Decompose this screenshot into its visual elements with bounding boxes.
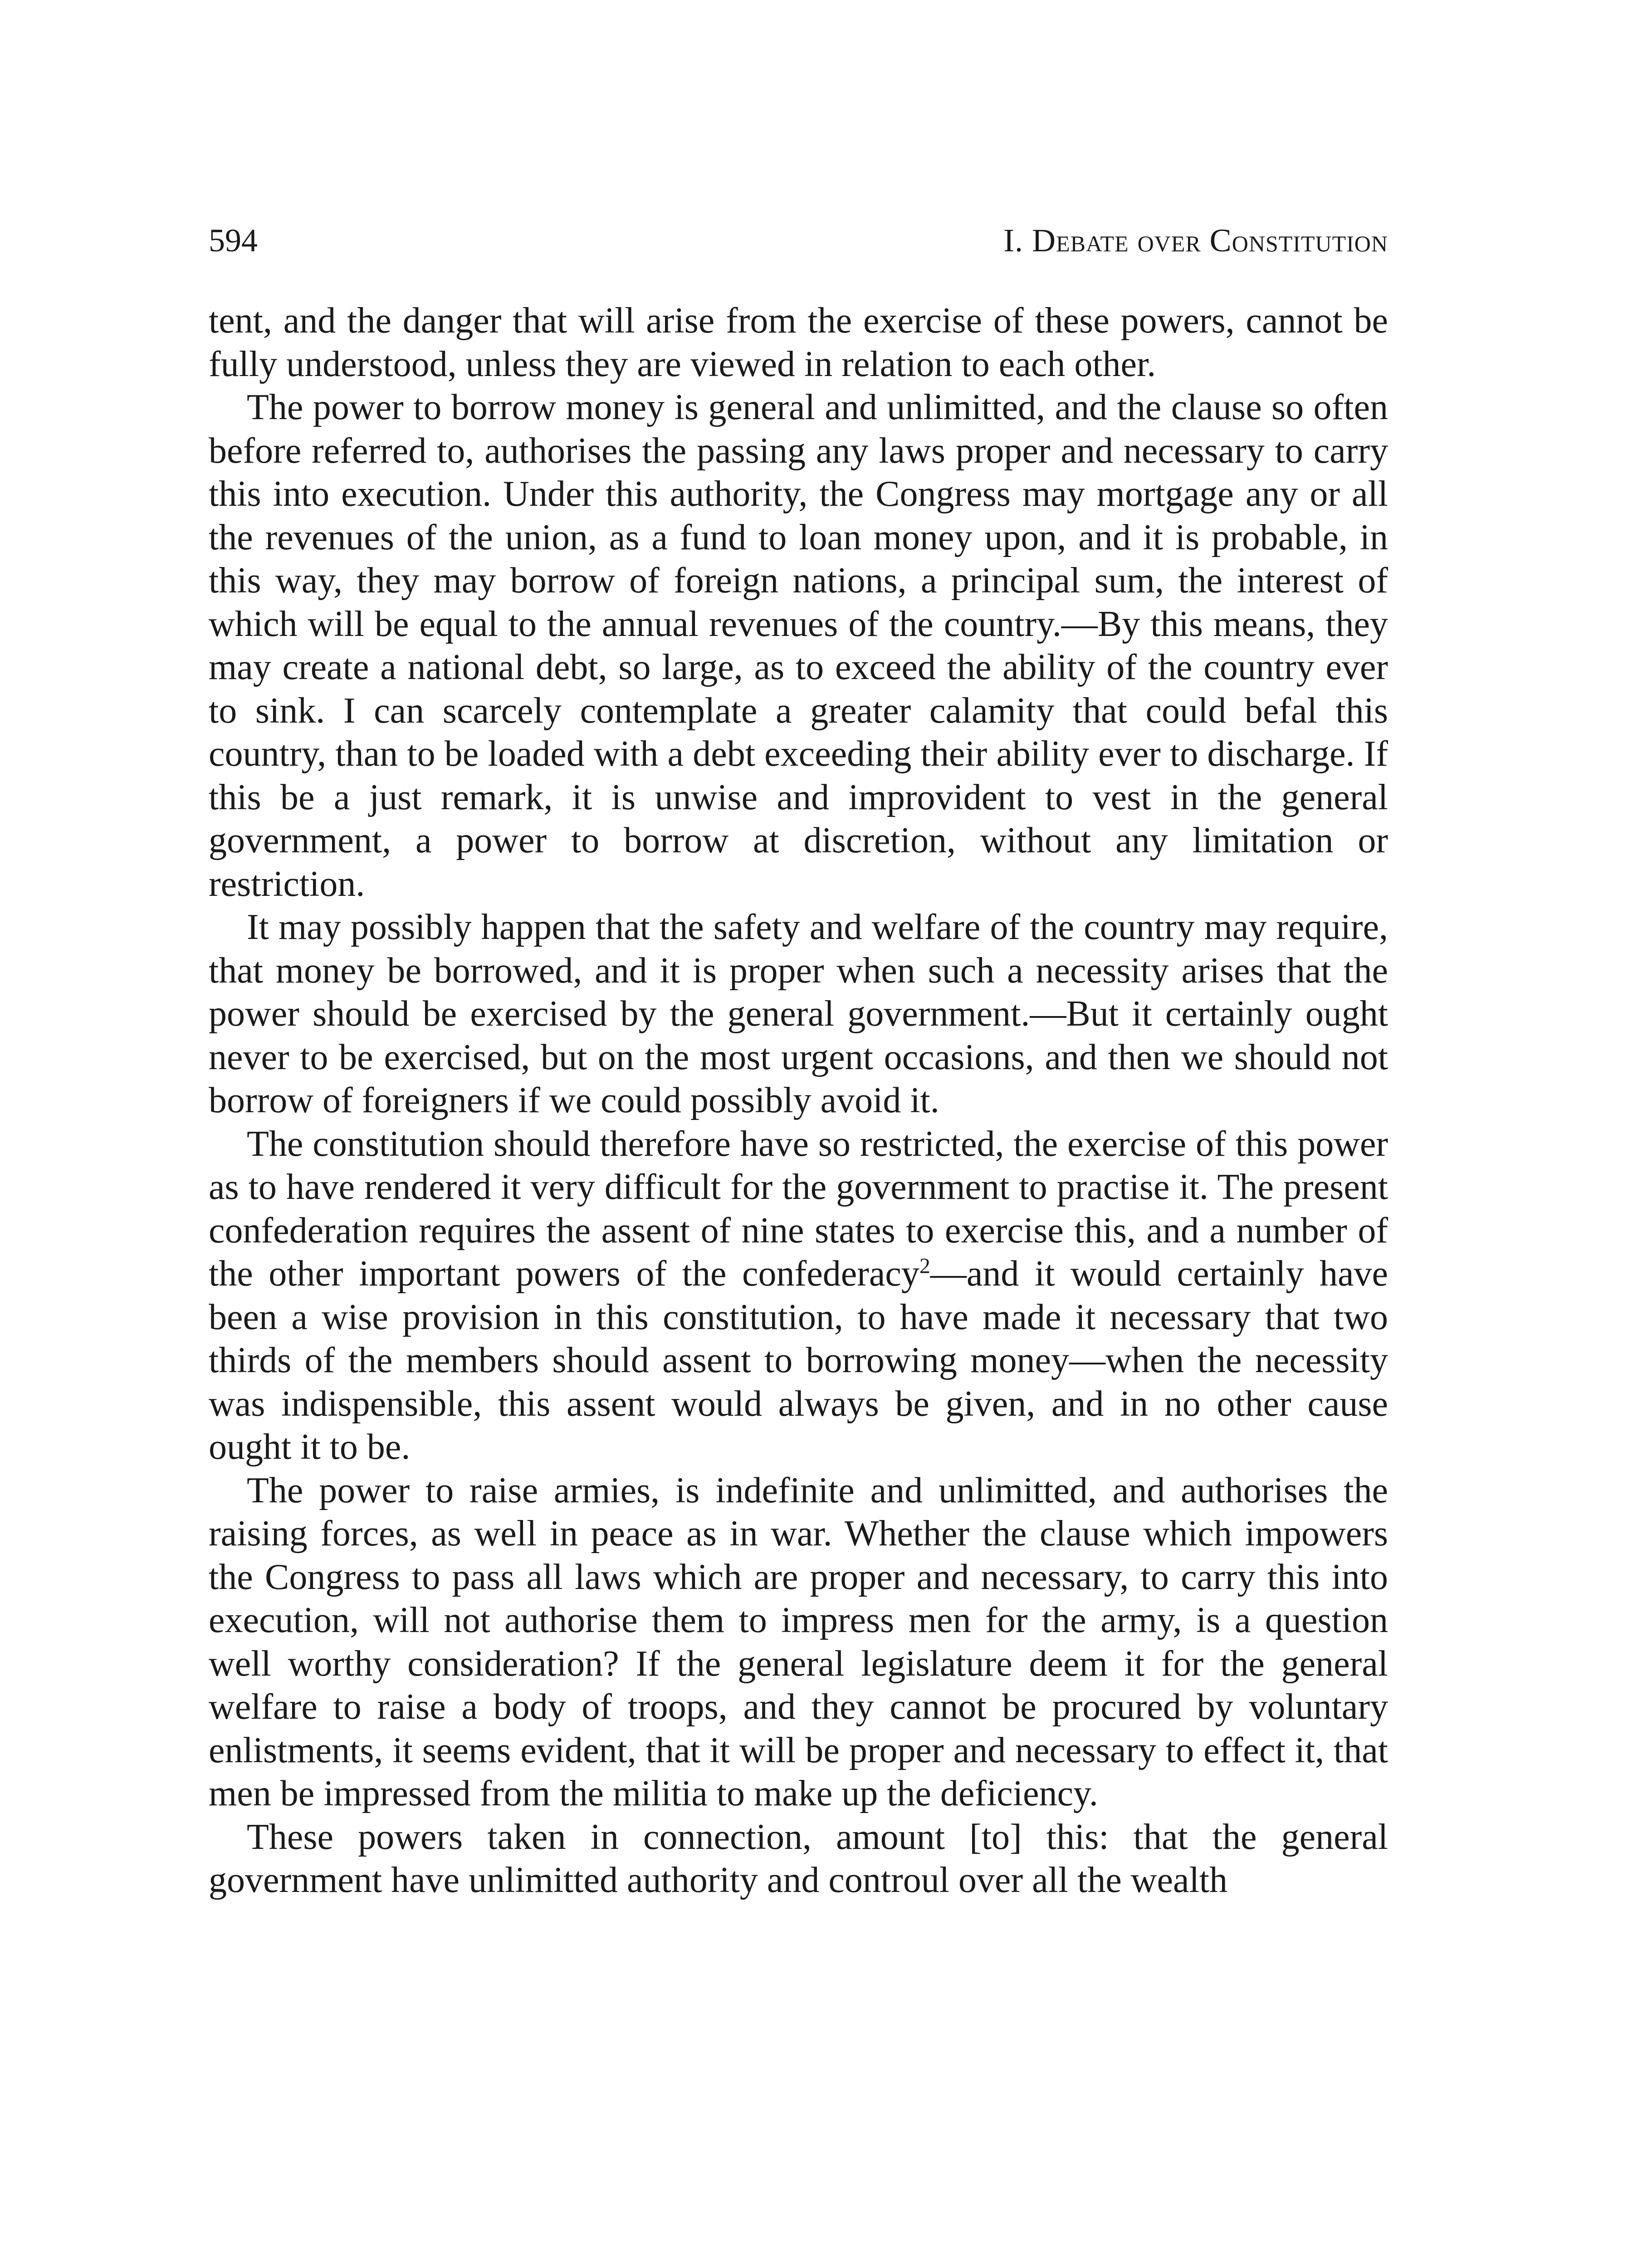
footnote-reference: 2 bbox=[919, 1254, 930, 1278]
paragraph-safety-welfare: It may possibly happen that the safety and welfare of the country may require, that money be borrowed, and it is proper when such a necessity arises that the power should be exercised by the general government.—But it certainly ought never to be exercised, but on the most urgent occasions, and then we should not borrow of foreigners if we could possibly avoid it. bbox=[209, 907, 1388, 1120]
paragraph-text-part: The constitution should therefore have so restricted, the exercise of this power as to have rendered it very difficult for the government to practise it. The present confederation requires the assent of nine states to exercise this, and a number of the other important powers of the confederacy bbox=[209, 1124, 1388, 1294]
running-head: I. Debate over Constitution bbox=[1003, 222, 1388, 259]
page-number: 594 bbox=[209, 222, 258, 259]
paragraph-powers-connection: These powers taken in connection, amount [to] this: that the general government have unlimitted authority and controul over all the wealth bbox=[209, 1817, 1388, 1900]
paragraph-raise-armies: The power to raise armies, is indefinite and unlimitted, and authorises the raising forces, as well in peace as in war. Whether the clause which impowers the Congress to pass all laws which are proper and necessary, to carry this into execution, will not authorise them to impress men for the army, is a question well worthy consideration? If the general legislature deem it for the general welfare to raise a body of troops, and they cannot be procured by voluntary enlistments, it seems evident, that it will be proper and necessary to effect it, that men be impressed from the militia to make up the deficiency. bbox=[209, 1470, 1388, 1813]
page-header bbox=[209, 218, 1388, 263]
paragraph-borrow-money: The power to borrow money is general and unlimitted, and the clause so often before referred to, authorises the passing any laws proper and necessary to carry this into execution. Under this authority, the Congress may mortgage any or all the revenues of the union, as a fund to loan money upon, and it is probable, in this way, they may borrow of foreign nations, a principal sum, the interest of which will be equal to the annual revenues of the country.—By this means, they may create a national debt, so large, as to exceed the ability of the country ever to sink. I can scarcely contemplate a greater calamity that could befal this country, than to be loaded with a debt exceeding their ability ever to discharge. If this be a just remark, it is unwise and improvident to vest in the general government, a power to borrow at discretion, without any limitation or restriction. bbox=[209, 387, 1388, 904]
paragraph-continuation: tent, and the danger that will arise from the exercise of these powers, cannot be fully understood, unless they are viewed in relation to each other. bbox=[209, 301, 1388, 384]
paragraph-constitution-restriction bbox=[209, 1123, 1388, 1469]
body-text bbox=[209, 299, 1388, 1902]
paragraph-text-part: —and it would certainly have been a wise provision in this constitution, to have made it necessary that two thirds of the members should assent to borrowing money—when the necessity was indispensible, this assent would always be given, and in no other cause ought it to be. bbox=[209, 1254, 1388, 1467]
